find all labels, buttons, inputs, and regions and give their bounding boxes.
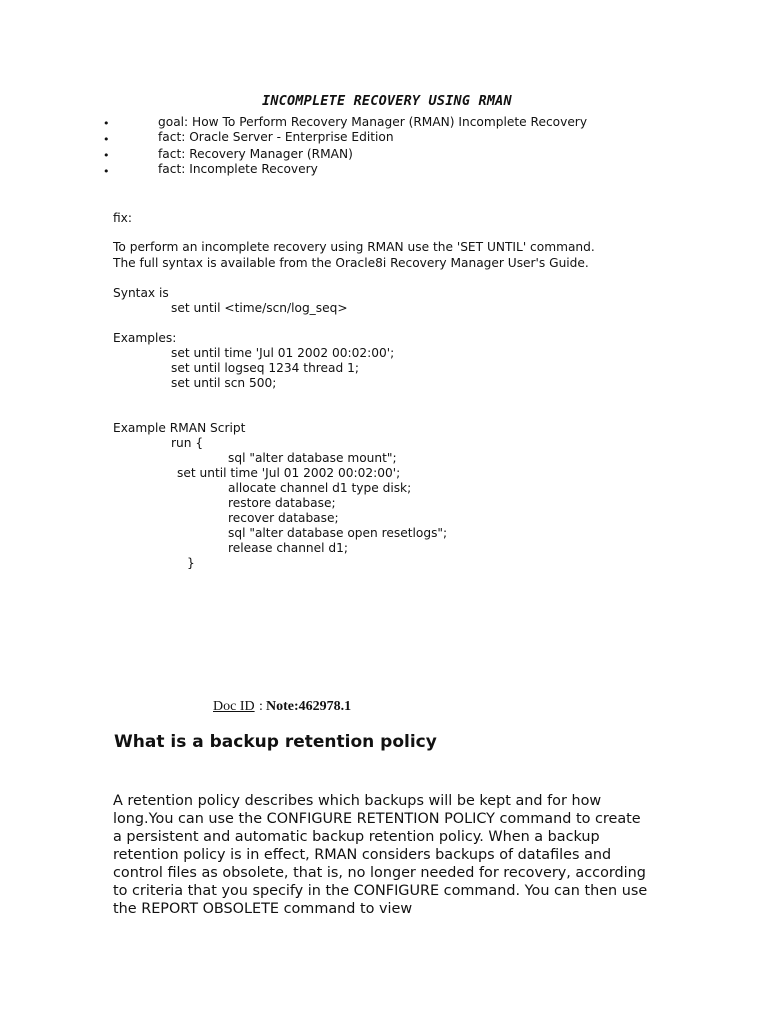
intro-line: To perform an incomplete recovery using RMAN use the 'SET UNTIL' command. xyxy=(113,240,595,254)
retention-paragraph: A retention policy describes which backups will be kept and for how long.You can use the CONFIGURE RETENTION POLICY command to create a persistent and automatic backup retention policy. When a backup retention policy is in effect, RMAN considers backups of datafiles and control files as obsolete, that is, no longer needed for recovery, according to criteria that you specify in the CONFIGURE command. You can then use the REPORT OBSOLETE command to view xyxy=(113,793,648,917)
examples-label: Examples: xyxy=(113,331,177,345)
script-label: Example RMAN Script xyxy=(113,421,246,435)
script-line: release channel d1; xyxy=(228,541,349,555)
doc-id-colon: : xyxy=(259,699,263,714)
fix-label: fix: xyxy=(113,211,132,225)
bullet-item: fact: Incomplete Recovery xyxy=(158,162,318,176)
bullet-item: fact: Oracle Server - Enterprise Edition xyxy=(158,130,394,144)
script-line: set until time 'Jul 01 2002 00:02:00'; xyxy=(177,466,401,480)
bullet-icon: • xyxy=(103,133,110,146)
script-line: sql "alter database open resetlogs"; xyxy=(228,526,448,540)
script-line: } xyxy=(187,556,195,570)
doc-id-value: Note:462978.1 xyxy=(266,699,352,714)
script-line: run { xyxy=(171,436,204,450)
bullet-item: fact: Recovery Manager (RMAN) xyxy=(158,147,353,161)
syntax-value: set until <time/scn/log_seq> xyxy=(171,301,348,315)
intro-line: The full syntax is available from the Oracle8i Recovery Manager User's Guide. xyxy=(113,256,589,270)
example-line: set until logseq 1234 thread 1; xyxy=(171,361,359,375)
script-line: restore database; xyxy=(228,496,336,510)
example-line: set until time 'Jul 01 2002 00:02:00'; xyxy=(171,346,395,360)
script-line: allocate channel d1 type disk; xyxy=(228,481,412,495)
script-line: recover database; xyxy=(228,511,339,525)
example-line: set until scn 500; xyxy=(171,376,277,390)
bullet-item: goal: How To Perform Recovery Manager (RMAN) Incomplete Recovery xyxy=(158,115,588,129)
syntax-label: Syntax is xyxy=(113,286,169,300)
document-title: INCOMPLETE RECOVERY USING RMAN xyxy=(262,93,512,109)
bullet-icon: • xyxy=(103,165,110,178)
bullet-icon: • xyxy=(103,117,110,130)
doc-id-label: Doc ID xyxy=(213,699,255,714)
section-heading: What is a backup retention policy xyxy=(114,732,437,752)
script-line: sql "alter database mount"; xyxy=(228,451,397,465)
bullet-icon: • xyxy=(103,149,110,162)
